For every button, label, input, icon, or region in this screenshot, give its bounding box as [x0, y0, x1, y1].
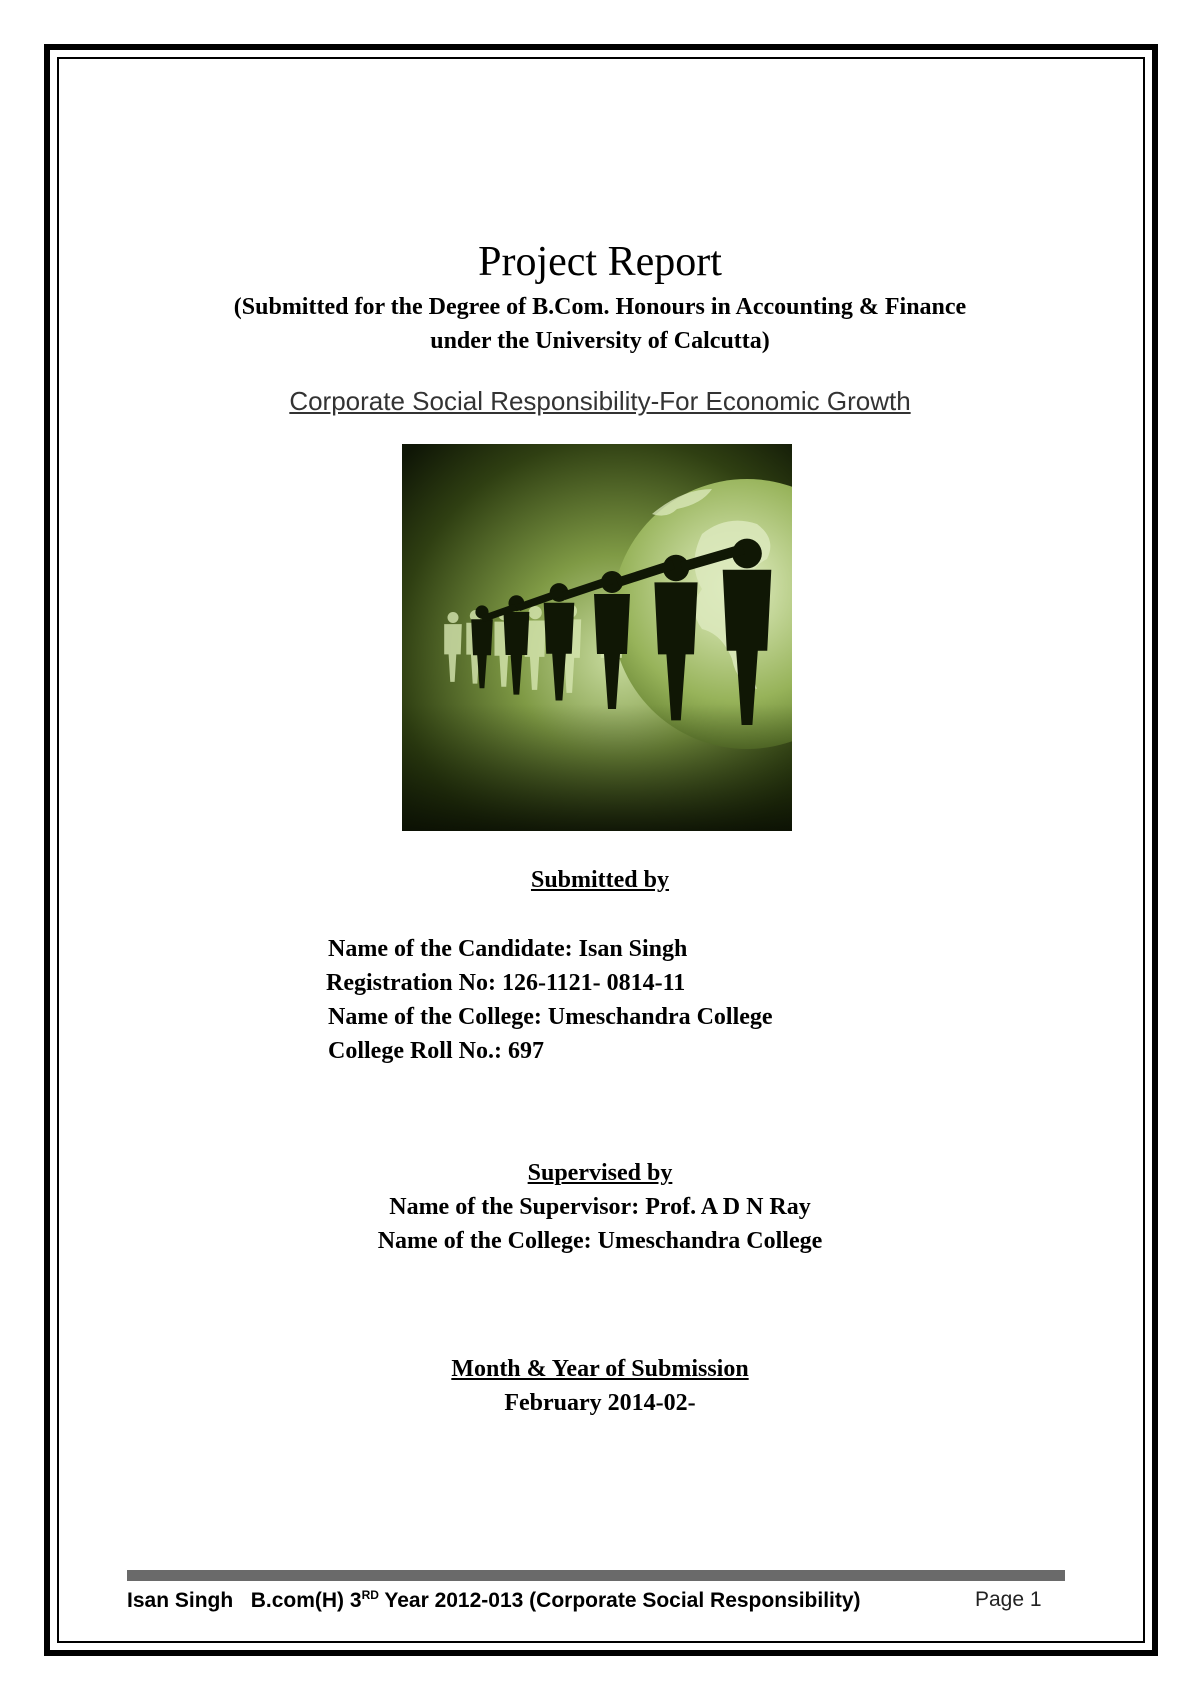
- supervised-by-heading: Supervised by: [527, 1160, 673, 1186]
- footer-course-pre: B.com(H) 3: [250, 1589, 362, 1612]
- registration-number: Registration No: 126-1121- 0814-11: [326, 970, 686, 996]
- subtitle-line-1: (Submitted for the Degree of B.Com. Honours in Accounting & Finance: [233, 294, 967, 320]
- footer-author: Isan Singh: [127, 1589, 234, 1612]
- footer-course: [251, 1589, 861, 1612]
- page-number: Page 1: [975, 1588, 1042, 1611]
- subtitle-line-2: under the University of Calcutta): [430, 328, 770, 354]
- footer-course-sup: RD: [361, 1588, 379, 1602]
- candidate-name: Name of the Candidate: Isan Singh: [328, 936, 688, 962]
- report-subtitle: [0, 290, 1200, 358]
- footer-rule: [127, 1570, 1065, 1581]
- footer-course-post: Year 2012-013 (Corporate Social Responsibility): [378, 1589, 861, 1612]
- submission-date: February 2014-02-: [504, 1390, 696, 1416]
- submitted-by-heading: Submitted by: [530, 867, 670, 893]
- submission-heading: Month & Year of Submission: [451, 1356, 749, 1382]
- college-roll-number: College Roll No.: 697: [328, 1038, 544, 1064]
- project-topic: Corporate Social Responsibility-For Economic Growth: [289, 386, 911, 416]
- candidate-college: Name of the College: Umeschandra College: [328, 1004, 773, 1030]
- supervisor-name: Name of the Supervisor: Prof. A D N Ray: [389, 1194, 811, 1220]
- cover-image: [402, 444, 792, 831]
- footer-left: [127, 1588, 861, 1613]
- report-title: Project Report: [478, 239, 722, 285]
- supervisor-college: Name of the College: Umeschandra College: [377, 1228, 823, 1254]
